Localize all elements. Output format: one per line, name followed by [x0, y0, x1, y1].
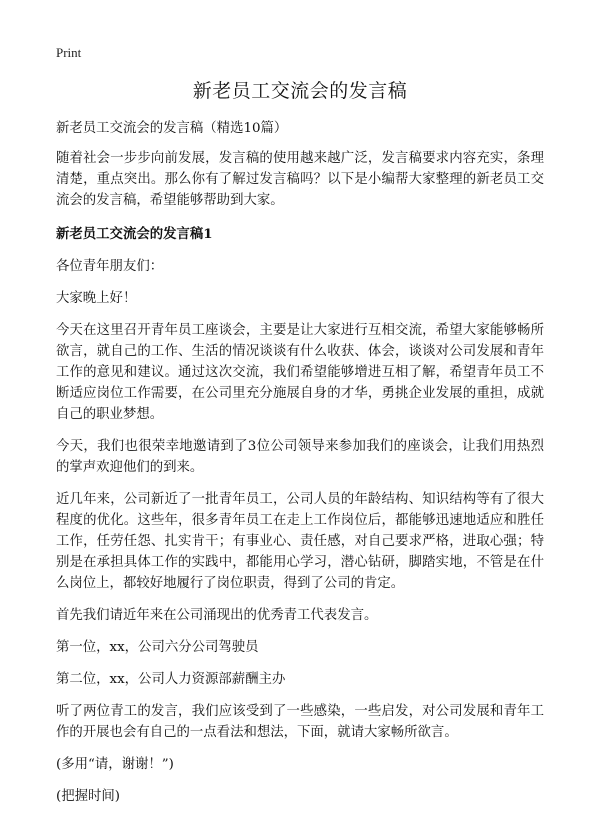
paragraph-good-evening: 大家晚上好！ [56, 291, 137, 306]
paragraph-note-polite: (多用“请，谢谢！”) [56, 757, 174, 772]
document-subtitle: 新老员工交流会的发言稿（精选10篇） [56, 121, 288, 136]
paragraph-purpose: 今天在这里召开青年员工座谈会，主要是让大家进行互相交流，希望大家能够畅所欲言，就自己的工作、生活的情况谈谈有什么收获、体会，谈谈对公司发展和青年工作的意见和建议。通过这次交流，我们希望能够增进互相了解，希望青年员工不断适应岗位工作需要，在公司里充分施展自身的才华，勇挑企业发展的重担，成就自己的职业梦想。 [56, 323, 544, 422]
paragraph-speaker-1: 第一位，xx，公司六分公司驾驶员 [56, 640, 259, 655]
paragraph-note-time: (把握时间) [56, 789, 121, 804]
paragraph-after-speeches: 听了两位青工的发言，我们应该受到了一些感染，一些启发，对公司发展和青年工作的开展也会有自己的一点看法和想法，下面，就请大家畅所欲言。 [56, 704, 544, 740]
section-heading: 新老员工交流会的发言稿1 [56, 226, 213, 242]
paragraph-recent-years: 近几年来，公司新近了一批青年员工，公司人员的年龄结构、知识结构等有了很大程度的优化。这些年，很多青年员工在走上工作岗位后，都能够迅速地适应和胜任工作，任劳任怨、扎实肯干；有事业心、责任感，对自己要求严格，进取心强；特别是在承担具体工作的实践中，都能用心学习，潜心钻研，脚踏实地，不管是在什么岗位上，都较好地履行了岗位职责，得到了公司的肯定。 [56, 492, 544, 591]
paragraph-invite-speakers: 首先我们请近年来在公司涌现出的优秀青工代表发言。 [56, 608, 378, 623]
paragraph-speaker-2: 第二位，xx，公司人力资源部薪酬主办 [56, 672, 286, 687]
paragraph-welcome-leaders: 今天，我们也很荣幸地邀请到了3位公司领导来参加我们的座谈会，让我们用热烈的掌声欢迎他们的到来。 [56, 439, 544, 475]
intro-paragraph: 随着社会一步步向前发展，发言稿的使用越来越广泛，发言稿要求内容充实，条理清楚，重点突出。那么你有了解过发言稿吗？以下是小编帮大家整理的新老员工交流会的发言稿，希望能够帮助到大家。 [56, 151, 544, 208]
paragraph-greeting: 各位青年朋友们： [56, 259, 164, 274]
print-link[interactable]: Print [56, 45, 82, 60]
document-title: 新老员工交流会的发言稿 [192, 80, 408, 102]
